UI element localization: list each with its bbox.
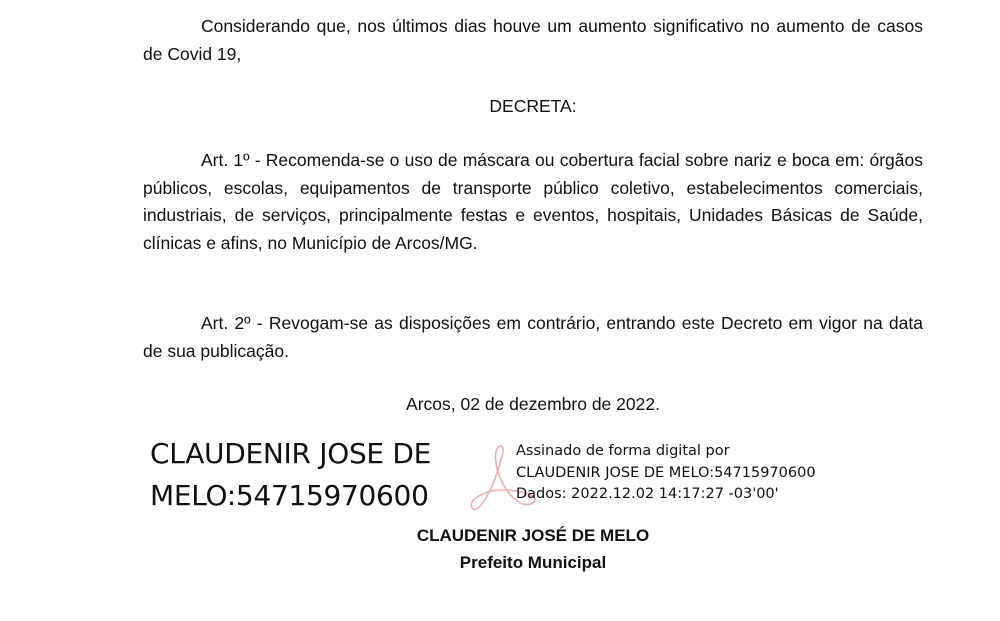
considerando-paragraph: Considerando que, nos últimos dias houve um aumento significativo no aumento de casos de Covid 19, xyxy=(143,16,923,64)
signature-date: Dados: 2022.12.02 14:17:27 -03'00' xyxy=(516,486,779,502)
signed-by-label: Assinado de forma digital por xyxy=(516,443,730,459)
place-date: Arcos, 02 de dezembro de 2022. xyxy=(406,394,660,414)
digital-signature-name xyxy=(150,433,470,517)
article-1-paragraph: Art. 1º - Recomenda-se o uso de máscara ou cobertura facial sobre nariz e boca em: órgãos públicos, escolas, equipamentos de transporte público coletivo, estabelecimentos comerciais, industriais, de serviços, principalmente festas e eventos, hospitais, Unidades Básicas de Saúde, clínicas e afins, no Município de Arcos/MG. xyxy=(143,150,923,253)
signatory-name: CLAUDENIR JOSÉ DE MELO xyxy=(416,526,650,545)
article-2-paragraph: Art. 2º - Revogam-se as disposições em contrário, entrando este Decreto em vigor na data de sua publicação. xyxy=(143,313,923,361)
signature-details xyxy=(516,441,816,506)
signature-name-line-1: CLAUDENIR JOSE DE xyxy=(150,437,432,470)
signature-name-line-2: MELO:54715970600 xyxy=(150,479,429,512)
signer-id: CLAUDENIR JOSE DE MELO:54715970600 xyxy=(516,464,816,481)
signatory-title: Prefeito Municipal xyxy=(459,553,607,572)
decreta-heading: DECRETA: xyxy=(489,96,577,116)
